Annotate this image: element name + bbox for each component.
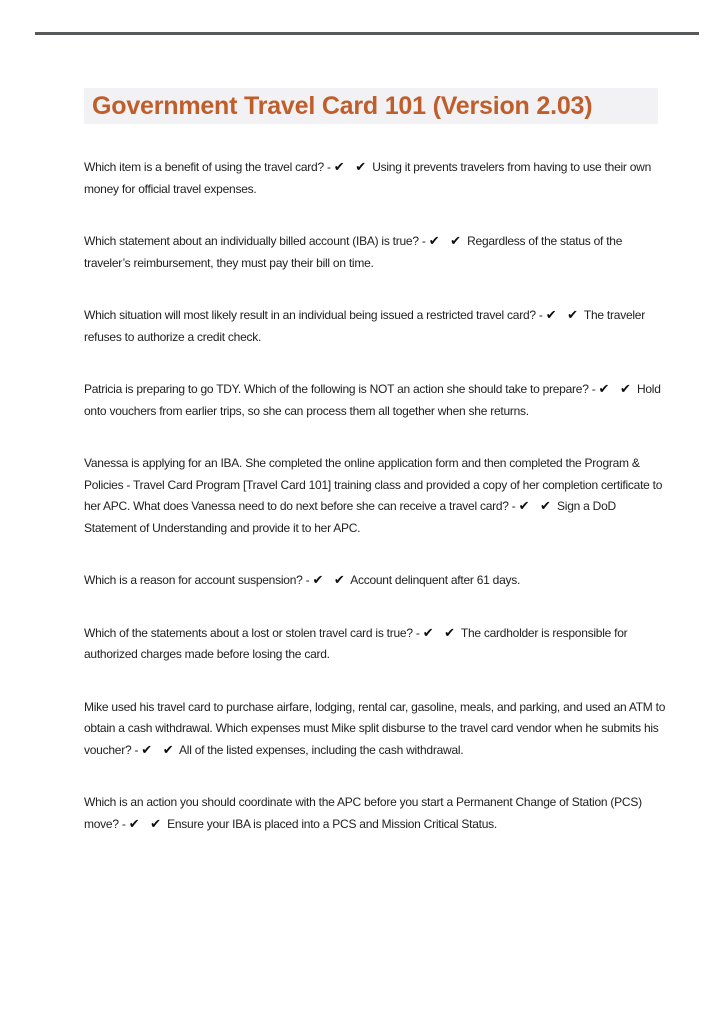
qa-item [84,697,670,762]
qa-answer: All of the listed expenses, including the cash withdrawal. [179,742,464,757]
qa-item [84,623,670,666]
qa-answer: Regardless of the status of the traveler’s reimbursement, they must pay their bill on time. [84,234,623,270]
qa-question: Mike used his travel card to purchase airfare, lodging, rental car, gasoline, meals, and parking, and used an ATM to obtain a cash withdrawal. Which expenses must Mike split disburse to the travel card vendor when he submits his voucher? - [84,699,666,757]
double-checkmark-icon: ✔ ✔ [128,816,165,832]
qa-question: Vanessa is applying for an IBA. She completed the online application form and then completed the Program & Policies - Travel Card Program [Travel Card 101] training class and provided a copy of her completion certificate to her APC. What does Vanessa need to do next before she can receive a travel card? - [84,456,663,513]
qa-answer: The cardholder is responsible for authorized charges made before losing the card. [84,625,628,661]
qa-item [84,570,670,592]
qa-question: Which of the statements about a lost or stolen travel card is true? - [84,625,420,640]
qa-list [84,157,670,835]
qa-question: Which is an action you should coordinate with the APC before you start a Permanent Change of Station (PCS) move? - [84,795,642,831]
qa-item [84,231,670,274]
double-checkmark-icon: ✔ ✔ [428,234,465,249]
qa-answer: The traveler refuses to authorize a credit check. [84,308,645,344]
qa-item [84,379,670,422]
qa-question: Which statement about an individually billed account (IBA) is true? - [84,234,426,248]
double-checkmark-icon: ✔ ✔ [598,382,634,397]
qa-item [84,305,670,348]
qa-answer: Sign a DoD Statement of Understanding and provide it to her APC. [84,499,616,535]
qa-answer: Account delinquent after 61 days. [350,573,521,587]
double-checkmark-icon: ✔ ✔ [422,625,458,641]
qa-question: Which is a reason for account suspension? - [84,573,310,587]
horizontal-rule [35,32,699,35]
double-checkmark-icon: ✔ ✔ [312,573,348,588]
qa-question: Patricia is preparing to go TDY. Which of the following is NOT an action she should take to prepare? - [84,382,596,396]
qa-question: Which item is a benefit of using the travel card? - [84,160,331,174]
page-title: Government Travel Card 101 (Version 2.03) [84,88,658,124]
double-checkmark-icon: ✔ ✔ [141,742,177,758]
double-checkmark-icon: ✔ ✔ [333,160,370,175]
qa-answer: Ensure your IBA is placed into a PCS and Mission Critical Status. [167,816,498,831]
double-checkmark-icon: ✔ ✔ [545,308,582,323]
page-content [84,88,670,866]
qa-answer: Using it prevents travelers from having to use their own money for official travel expenses. [84,160,652,196]
double-checkmark-icon: ✔ ✔ [518,499,554,514]
qa-item [84,453,670,539]
qa-item [84,157,670,200]
qa-item [84,792,670,835]
qa-question: Which situation will most likely result in an individual being issued a restricted travel card? - [84,308,543,322]
qa-answer: Hold onto vouchers from earlier trips, so she can process them all together when she returns. [84,382,661,418]
